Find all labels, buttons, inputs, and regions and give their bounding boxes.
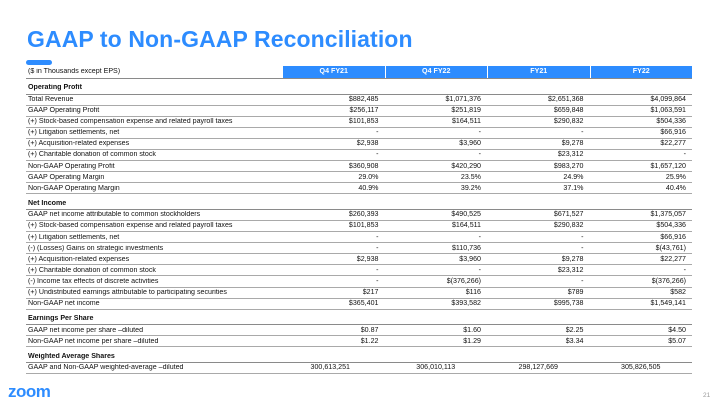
value-q4-fy22: - (478, 128, 481, 137)
value-q4-fy22: $1.29 (463, 336, 481, 345)
table-row (26, 243, 692, 254)
row-label: Total Revenue (28, 96, 74, 103)
value-q4-fy22: $164,511 (451, 117, 481, 126)
header-fy22: FY22 (590, 66, 693, 78)
zoom-logo: zoom (8, 382, 51, 401)
value-fy21: $290,832 (553, 117, 584, 126)
table-row (26, 139, 692, 150)
row-label: Non-GAAP net income per share –diluted (28, 337, 159, 345)
row-label: (-) Income tax effects of discrete activities (28, 277, 159, 285)
value-fy21: 298,127,669 (518, 363, 558, 372)
value-q4-fy22: $1.60 (463, 325, 481, 334)
value-q4-fy21: $260,393 (348, 210, 379, 219)
value-fy21: $789 (567, 288, 584, 296)
section-header-row (26, 194, 692, 210)
value-fy21: - (581, 128, 584, 137)
section-title: Operating Profit (28, 84, 82, 92)
value-q4-fy21: $2,938 (356, 254, 379, 263)
value-fy21: $9,278 (561, 254, 584, 263)
row-label: (+) Litigation settlements, net (28, 129, 120, 137)
value-fy21: - (581, 276, 584, 285)
header-q4-fy22: Q4 FY22 (385, 66, 488, 78)
table-row (26, 288, 692, 299)
value-q4-fy22: $393,582 (451, 299, 481, 308)
row-label: (+) Acquisition-related expenses (28, 255, 130, 263)
row-label: (+) Stock-based compensation expense and related payroll taxes (28, 222, 233, 230)
value-q4-fy22: $420,290 (451, 161, 481, 170)
row-label: (+) Charitable donation of common stock (28, 151, 156, 159)
value-fy21: 24.9% (563, 172, 584, 181)
header-units-label: ($ in Thousands except EPS) (28, 68, 121, 76)
table-row (26, 265, 692, 276)
row-label: (+) Stock-based compensation expense and related payroll taxes (28, 118, 233, 126)
section-title: Net Income (28, 199, 67, 207)
value-fy22: $(43,761) (655, 243, 686, 252)
title-accent-bar (26, 60, 52, 65)
table-row (26, 161, 692, 172)
value-q4-fy22: 306,010,113 (416, 363, 456, 372)
value-q4-fy21: $365,401 (348, 299, 379, 308)
value-q4-fy21: - (376, 128, 379, 137)
value-q4-fy21: $256,117 (349, 106, 379, 115)
section-title: Weighted Average Shares (28, 352, 115, 360)
value-q4-fy21: $101,853 (348, 117, 379, 126)
value-fy22: $1,657,120 (650, 161, 686, 170)
table-body (26, 79, 692, 374)
value-fy21: $290,832 (553, 221, 584, 230)
row-label: (+) Acquisition-related expenses (28, 140, 130, 148)
value-fy22: - (683, 150, 686, 159)
value-fy22: $(376,266) (651, 276, 686, 285)
value-q4-fy21: $101,853 (348, 221, 379, 230)
value-fy22: $66,916 (660, 232, 686, 241)
value-q4-fy22: $3,960 (459, 139, 481, 148)
value-q4-fy21: $360,908 (348, 161, 379, 170)
value-q4-fy22: $(376,266) (446, 276, 481, 285)
value-fy21: $23,312 (557, 265, 584, 274)
table-row (26, 106, 692, 117)
value-fy21: $3.34 (565, 336, 584, 345)
row-label: GAAP Operating Margin (28, 173, 105, 181)
table-row (26, 221, 692, 232)
value-fy21: $9,278 (561, 139, 584, 148)
value-q4-fy21: 300,613,251 (310, 363, 350, 372)
value-fy21: - (581, 232, 584, 241)
value-q4-fy21: - (376, 150, 379, 159)
value-fy21: 37.1% (563, 183, 584, 192)
value-fy21: $983,270 (553, 161, 584, 170)
value-q4-fy22: $110,736 (451, 243, 481, 252)
value-fy22: 40.4% (665, 183, 686, 192)
value-q4-fy22: $116 (465, 288, 481, 296)
value-q4-fy22: - (478, 265, 481, 274)
value-q4-fy22: $164,511 (451, 221, 481, 230)
table-row (26, 95, 692, 106)
value-q4-fy22: $1,071,376 (445, 95, 481, 103)
row-label: Non-GAAP net income (28, 300, 100, 308)
value-q4-fy21: $882,485 (348, 95, 379, 103)
value-q4-fy21: 40.9% (358, 183, 379, 192)
value-fy21: $23,312 (557, 150, 584, 159)
row-label: (-) (Losses) Gains on strategic investments (28, 244, 164, 252)
value-q4-fy21: - (376, 232, 379, 241)
value-q4-fy21: - (376, 265, 379, 274)
value-fy22: $582 (670, 288, 686, 296)
value-q4-fy21: $0.87 (360, 325, 379, 334)
table-row (26, 336, 692, 347)
value-fy22: 25.9% (665, 172, 686, 181)
value-fy21: - (581, 243, 584, 252)
table-row (26, 325, 692, 336)
value-fy22: $22,277 (660, 254, 686, 263)
value-fy21: $2,651,368 (547, 95, 584, 103)
value-q4-fy22: $490,525 (451, 210, 481, 219)
value-q4-fy21: 29.0% (358, 172, 379, 181)
row-label: Non-GAAP Operating Profit (28, 162, 115, 170)
value-fy22: $66,916 (660, 128, 686, 137)
table-row (26, 183, 692, 194)
table-row (26, 276, 692, 287)
section-title: Earnings Per Share (28, 315, 94, 323)
table-row (26, 128, 692, 139)
value-q4-fy22: 39.2% (460, 183, 481, 192)
value-fy22: $4,099,864 (650, 95, 686, 103)
table-row (26, 117, 692, 128)
table-row (26, 210, 692, 221)
value-q4-fy21: - (376, 243, 379, 252)
value-q4-fy22: 23.5% (460, 172, 481, 181)
value-q4-fy22: - (478, 232, 481, 241)
page-number: 21 (703, 392, 711, 399)
value-fy22: $504,336 (656, 221, 686, 230)
value-q4-fy21: $1.22 (360, 336, 379, 345)
section-header-row (26, 347, 692, 363)
value-fy22: - (683, 265, 686, 274)
table-header-row (26, 66, 692, 79)
header-q4-fy21: Q4 FY21 (282, 66, 385, 78)
table-row (26, 363, 692, 374)
value-q4-fy22: $3,960 (459, 254, 481, 263)
row-label: (+) Undistributed earnings attributable to participating securities (28, 289, 227, 296)
table-row (26, 172, 692, 183)
section-header-row (26, 79, 692, 95)
value-q4-fy21: $217 (362, 288, 379, 296)
row-label: Non-GAAP Operating Margin (28, 184, 120, 192)
row-label: GAAP Operating Profit (28, 107, 100, 115)
table-row (26, 150, 692, 161)
table-row (26, 254, 692, 265)
value-fy22: $1,063,591 (650, 106, 686, 115)
section-header-row (26, 310, 692, 326)
value-fy21: $2.25 (565, 325, 584, 334)
reconciliation-table (26, 66, 692, 374)
value-fy21: $659,848 (553, 106, 584, 115)
value-fy21: $671,527 (553, 210, 584, 219)
value-fy22: $1,375,057 (650, 210, 686, 219)
value-fy22: 305,826,505 (621, 363, 661, 372)
row-label: GAAP and Non-GAAP weighted-average –diluted (28, 364, 184, 372)
row-label: (+) Litigation settlements, net (28, 233, 120, 241)
value-q4-fy22: - (478, 150, 481, 159)
page-title: GAAP to Non-GAAP Reconciliation (27, 26, 413, 52)
header-fy21: FY21 (487, 66, 590, 78)
value-fy22: $1,549,141 (650, 299, 686, 308)
value-q4-fy21: - (376, 276, 379, 285)
value-q4-fy21: $2,938 (356, 139, 379, 148)
row-label: GAAP net income per share –diluted (28, 326, 144, 334)
value-fy22: $4.50 (668, 325, 686, 334)
table-row (26, 232, 692, 243)
table-row (26, 299, 692, 310)
value-fy22: $5.07 (668, 336, 686, 345)
value-q4-fy22: $251,819 (451, 106, 481, 115)
value-fy22: $504,336 (656, 117, 686, 126)
value-fy22: $22,277 (660, 139, 686, 148)
value-fy21: $995,738 (553, 299, 584, 308)
row-label: (+) Charitable donation of common stock (28, 266, 156, 274)
row-label: GAAP net income attributable to common stockholders (28, 211, 201, 219)
